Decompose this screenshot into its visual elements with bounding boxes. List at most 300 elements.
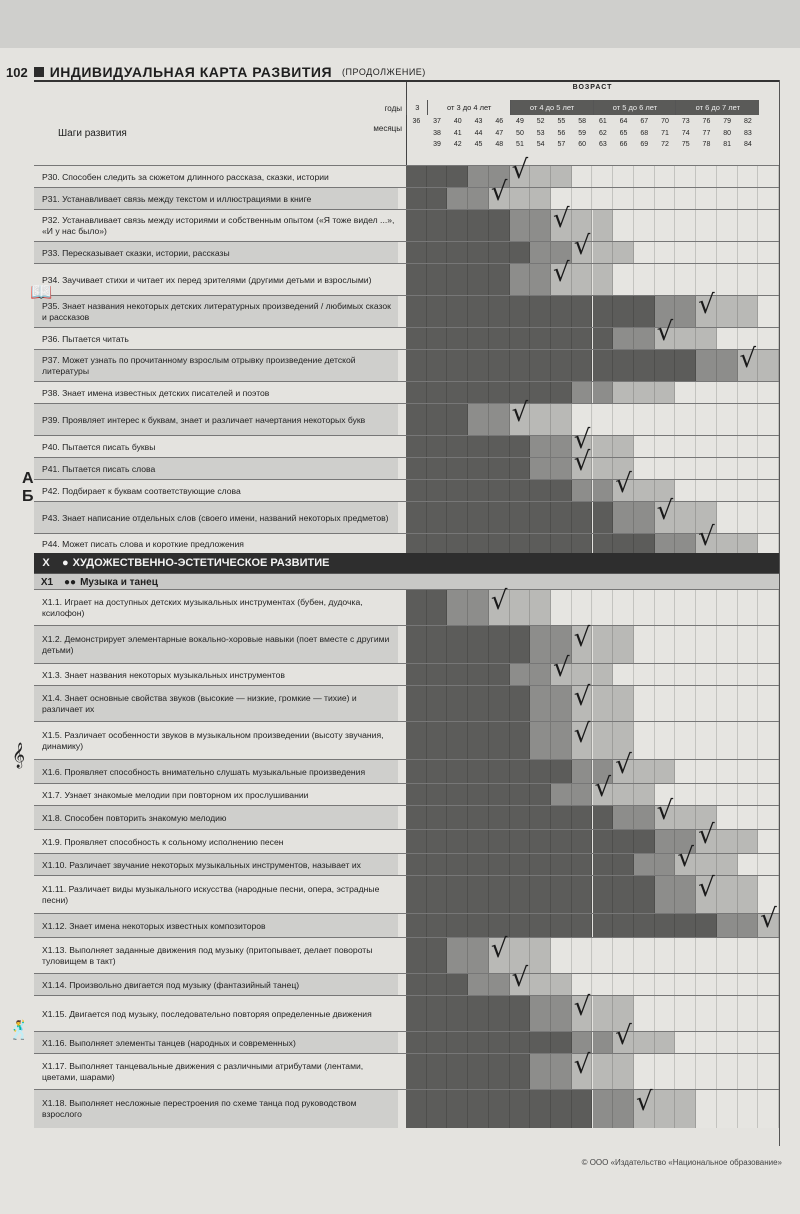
- grid-cell: [489, 1032, 510, 1054]
- checkmark-icon: √: [490, 934, 508, 964]
- grid-cell: [717, 996, 738, 1032]
- grid-cell: [551, 328, 572, 350]
- grid-cell: [489, 1090, 510, 1128]
- grid-cell: [447, 480, 468, 502]
- month-label: 60: [578, 141, 586, 148]
- grid-cell: [717, 188, 738, 210]
- grid-cell: [468, 1032, 489, 1054]
- grid-cell: [634, 166, 655, 188]
- grid-cell: [696, 166, 717, 188]
- row-label: Х1.5. Различает особенности звуков в музыкальном произведении (высоту звучания, динамику): [42, 730, 384, 751]
- table-row: [34, 750, 779, 784]
- grid-cell: [572, 382, 593, 404]
- month-label: 84: [743, 141, 752, 148]
- grid-cell: [468, 296, 489, 328]
- grid-cell: [406, 590, 427, 626]
- grid-cell: [613, 938, 634, 974]
- table-row: [34, 381, 779, 404]
- grid-cell: [593, 242, 614, 264]
- grid-cell: [613, 854, 634, 876]
- grid-cell: [675, 784, 696, 806]
- grid-cell: [551, 876, 572, 914]
- grid-cell: [696, 1032, 717, 1054]
- grid-cell: [530, 686, 551, 722]
- page-subtitle: (ПРОДОЛЖЕНИЕ): [342, 67, 426, 77]
- grid-cell: [510, 296, 531, 328]
- table-row: [34, 875, 779, 914]
- bullet-icon: ●: [62, 557, 69, 569]
- month-label: 76: [702, 118, 711, 125]
- grid-cell: [468, 854, 489, 876]
- month-label: 62: [598, 129, 607, 137]
- grid-cell: [758, 760, 779, 784]
- grid-cell: [447, 1090, 468, 1128]
- grid-cell: [572, 502, 593, 534]
- table-row: [34, 155, 779, 188]
- grid-cell: [551, 830, 572, 854]
- grid-cell: [447, 806, 468, 830]
- grid-cell: [406, 974, 427, 996]
- grid-cell: [530, 1090, 551, 1128]
- grid-cell: [634, 784, 655, 806]
- grid-cell: [427, 350, 448, 382]
- checkmark-icon: √: [739, 344, 757, 374]
- grid-cell: [675, 350, 696, 382]
- grid-cell: [675, 458, 696, 480]
- grid-cell: [530, 502, 551, 534]
- grid-cell: [613, 436, 634, 458]
- month-label: 48: [495, 141, 504, 148]
- grid-cell: [613, 686, 634, 722]
- grid-cell: [675, 938, 696, 974]
- grid-cell: [593, 914, 614, 938]
- month-label: 78: [702, 141, 711, 148]
- grid-cell: [717, 480, 738, 502]
- grid-cell: [634, 328, 655, 350]
- checkmark-icon: √: [698, 820, 715, 850]
- grid-cell: [447, 242, 468, 264]
- row-label: Х1.17. Выполняет танцевальные движения с различными атрибутами (лентами, цветами, шарами): [42, 1061, 364, 1082]
- grid-cell: [489, 876, 510, 914]
- grid-cell: [406, 382, 427, 404]
- grid-cell: [613, 296, 634, 328]
- month-label: 64: [619, 118, 628, 125]
- grid-cell: [510, 436, 531, 458]
- grid-cell: [758, 166, 779, 188]
- month-label: 75: [681, 141, 690, 148]
- grid-cell: [613, 534, 634, 554]
- grid-cell: [696, 664, 717, 686]
- grid-cell: [406, 626, 427, 664]
- grid-cell: [406, 502, 427, 534]
- grid-cell: [634, 350, 655, 382]
- table-row: [34, 625, 779, 664]
- grid-cell: [593, 404, 614, 436]
- grid-cell: [696, 626, 717, 664]
- grid-cell: [427, 590, 448, 626]
- grid-cell: [551, 296, 572, 328]
- grid-cell: [427, 854, 448, 876]
- grid-cell: [447, 458, 468, 480]
- row-cells: [406, 522, 779, 554]
- month-column-16: [738, 116, 759, 151]
- grid-cell: [489, 382, 510, 404]
- grid-cell: [406, 1032, 427, 1054]
- grid-cell: [717, 974, 738, 996]
- month-label: 56: [557, 129, 566, 137]
- grid-cell: [758, 590, 779, 626]
- grid-cell: [675, 404, 696, 436]
- row-cells: [406, 496, 779, 534]
- grid-cell: [717, 830, 738, 854]
- grid-cell: [655, 664, 676, 686]
- footer-copyright: © ООО «Издательство «Национальное образование»: [581, 1158, 782, 1167]
- grid-cell: [406, 296, 427, 328]
- grid-cell: [510, 480, 531, 502]
- grid-cell: [593, 436, 614, 458]
- grid-cell: [447, 876, 468, 914]
- row-cells: [406, 750, 779, 784]
- grid-cell: [447, 626, 468, 664]
- grid-cell: [738, 296, 759, 328]
- table-row: [34, 344, 779, 382]
- grid-cell: [696, 350, 717, 382]
- month-label: 36: [412, 118, 421, 125]
- grid-cell: [551, 350, 572, 382]
- grid-cell: [613, 806, 634, 830]
- grid-cell: [489, 626, 510, 664]
- grid-cell: [489, 328, 510, 350]
- month-label: 79: [723, 118, 732, 125]
- grid-cell: [593, 830, 614, 854]
- grid-cell: [530, 458, 551, 480]
- grid-cell: [427, 938, 448, 974]
- grid-cell: [510, 328, 531, 350]
- grid-cell: [634, 686, 655, 722]
- grid-cell: [468, 806, 489, 830]
- section-header: [34, 553, 779, 573]
- row-cells: [406, 344, 779, 382]
- row-cells: [406, 682, 779, 722]
- grid-cell: [634, 590, 655, 626]
- grid-cell: [717, 854, 738, 876]
- table-row: [34, 682, 779, 722]
- grid-cell: [468, 974, 489, 996]
- grid-cell: [530, 760, 551, 784]
- grid-cell: [447, 722, 468, 760]
- checkmark-icon: √: [490, 586, 508, 616]
- checkmark-icon: √: [573, 623, 591, 653]
- grid-cell: [634, 480, 655, 502]
- month-label: 39: [433, 141, 441, 148]
- grid-cell: [530, 1032, 551, 1054]
- grid-cell: [572, 350, 593, 382]
- grid-cell: [510, 760, 531, 784]
- row-cells: [406, 719, 779, 760]
- row-label: Р30. Способен следить за сюжетом длинного рассказа, сказки, истории: [42, 171, 329, 182]
- table-row: [34, 796, 779, 830]
- grid-cell: [717, 1054, 738, 1090]
- grid-cell: [593, 1054, 614, 1090]
- month-label: 40: [453, 118, 462, 125]
- checkmark-icon: √: [760, 904, 777, 934]
- grid-cell: [447, 436, 468, 458]
- grid-cell: [510, 590, 531, 626]
- dancer-icon: 🕺: [8, 1020, 31, 1040]
- row-cells: [406, 1087, 779, 1128]
- grid-cell: [406, 686, 427, 722]
- grid-cell: [696, 242, 717, 264]
- grid-cell: [530, 1054, 551, 1090]
- month-label: 46: [495, 118, 504, 125]
- grid-cell: [510, 188, 531, 210]
- grid-cell: [696, 1054, 717, 1090]
- page-header: [6, 62, 766, 82]
- grid-cell: [675, 242, 696, 264]
- grid-cell: [634, 296, 655, 328]
- grid-cell: [510, 806, 531, 830]
- row-label: Р38. Знает имена известных детских писателей и поэтов: [42, 387, 270, 398]
- grid-cell: [530, 876, 551, 914]
- grid-cell: [593, 664, 614, 686]
- grid-cell: [717, 1090, 738, 1128]
- grid-cell: [696, 1090, 717, 1128]
- month-label: 52: [536, 118, 545, 125]
- grid-cell: [406, 914, 427, 938]
- grid-cell: [489, 480, 510, 502]
- grid-cell: [427, 480, 448, 502]
- row-cells: [406, 904, 779, 938]
- grid-cell: [427, 502, 448, 534]
- grid-cell: [717, 760, 738, 784]
- month-column-14: [696, 116, 717, 151]
- grid-cell: [406, 784, 427, 806]
- grid-cell: [696, 938, 717, 974]
- grid-cell: [738, 1090, 759, 1128]
- grid-cell: [427, 188, 448, 210]
- grid-cell: [530, 938, 551, 974]
- grid-cell: [675, 436, 696, 458]
- grid-cell: [510, 210, 531, 242]
- grid-cell: [717, 626, 738, 664]
- grid-cell: [758, 1054, 779, 1090]
- row-cells: [406, 963, 779, 996]
- section-code: Х: [42, 557, 50, 569]
- checkmark-icon: √: [656, 317, 674, 347]
- row-cells: [406, 231, 779, 264]
- grid-cell: [468, 1090, 489, 1128]
- grid-cell: [675, 296, 696, 328]
- checkmark-icon: √: [698, 522, 715, 552]
- grid-cell: [655, 534, 676, 554]
- section-square-icon: [34, 67, 44, 77]
- grid-cell: [758, 350, 779, 382]
- grid-cell: [551, 938, 572, 974]
- grid-cell: [634, 722, 655, 760]
- checkmark-icon: √: [511, 398, 529, 428]
- month-label: 71: [661, 129, 669, 137]
- grid-cell: [738, 502, 759, 534]
- grid-cell: [551, 436, 572, 458]
- row-cells: [406, 382, 779, 404]
- grid-cell: [489, 210, 510, 242]
- month-label: 67: [640, 118, 649, 125]
- row-cells: [406, 843, 779, 876]
- grid-cell: [427, 686, 448, 722]
- grid-cell: [593, 350, 614, 382]
- checkmark-icon: √: [573, 1050, 591, 1080]
- grid-cell: [738, 996, 759, 1032]
- row-cells: [406, 258, 779, 296]
- grid-cell: [489, 996, 510, 1032]
- grid-cell: [551, 996, 572, 1032]
- grid-cell: [530, 382, 551, 404]
- grid-cell: [738, 626, 759, 664]
- table-row: [34, 843, 779, 876]
- grid-cell: [406, 328, 427, 350]
- grid-cell: [593, 1032, 614, 1054]
- grid-cell: [717, 382, 738, 404]
- grid-cell: [675, 382, 696, 404]
- grid-cell: [758, 502, 779, 534]
- grid-cell: [447, 210, 468, 242]
- grid-cell: [447, 534, 468, 554]
- row-label: Р33. Пересказывает сказки, истории, рассказы: [34, 242, 398, 264]
- grid-cell: [655, 1090, 676, 1128]
- table-row: [34, 231, 779, 264]
- grid-cell: [758, 996, 779, 1032]
- grid-cell: [696, 686, 717, 722]
- grid-cell: [675, 480, 696, 502]
- grid-cell: [738, 404, 759, 436]
- row-label: Р44. Может писать слова и короткие предложения: [42, 538, 244, 549]
- grid-cell: [406, 166, 427, 188]
- grid-cell: [593, 328, 614, 350]
- grid-cell: [572, 938, 593, 974]
- grid-cell: [447, 830, 468, 854]
- age-group-0: 3: [406, 100, 428, 115]
- grid-cell: [489, 242, 510, 264]
- grid-cell: [738, 722, 759, 760]
- month-label: 73: [681, 118, 690, 125]
- grid-cell: [758, 938, 779, 974]
- grid-cell: [572, 760, 593, 784]
- grid-cell: [758, 686, 779, 722]
- grid-cell: [468, 876, 489, 914]
- grid-cell: [572, 328, 593, 350]
- grid-cell: [572, 854, 593, 876]
- row-label: Х1.6. Проявляет способность внимательно слушать музыкальные произведения: [34, 760, 398, 784]
- grid-cell: [758, 664, 779, 686]
- checkmark-icon: √: [573, 682, 591, 712]
- grid-cell: [447, 166, 468, 188]
- grid-cell: [427, 404, 448, 436]
- grid-cell: [675, 996, 696, 1032]
- grid-cell: [406, 854, 427, 876]
- grid-cell: [696, 328, 717, 350]
- row-cells: [406, 586, 779, 626]
- grid-cell: [738, 760, 759, 784]
- grid-cell: [530, 242, 551, 264]
- checkmark-icon: √: [656, 496, 674, 526]
- grid-cell: [655, 188, 676, 210]
- grid-cell: [696, 722, 717, 760]
- month-label: 68: [640, 129, 649, 137]
- grid-cell: [572, 876, 593, 914]
- month-label: 38: [433, 129, 441, 137]
- grid-cell: [675, 626, 696, 664]
- row-label: Х1.18. Выполняет несложные перестроения по схеме танца под руководством взрослого: [34, 1090, 398, 1128]
- grid-cell: [738, 458, 759, 480]
- grid-cell: [738, 188, 759, 210]
- grid-cell: [447, 664, 468, 686]
- grid-cell: [675, 664, 696, 686]
- grid-cell: [675, 1090, 696, 1128]
- grid-cell: [447, 1054, 468, 1090]
- grid-cell: [427, 996, 448, 1032]
- grid-cell: [593, 626, 614, 664]
- grid-cell: [655, 1054, 676, 1090]
- grid-cell: [551, 480, 572, 502]
- table-row: [34, 820, 779, 854]
- grid-cell: [572, 590, 593, 626]
- grid-cell: [717, 296, 738, 328]
- grid-cell: [613, 830, 634, 854]
- grid-cell: [717, 914, 738, 938]
- months-label: месяцы: [373, 124, 402, 133]
- table-row: [34, 934, 779, 974]
- grid-cell: [468, 404, 489, 436]
- grid-cell: [696, 382, 717, 404]
- grid-cell: [427, 830, 448, 854]
- month-label: 43: [474, 118, 483, 125]
- grid-cell: [613, 1054, 634, 1090]
- grid-cell: [447, 996, 468, 1032]
- subsection-title: Музыка и танец: [80, 576, 158, 588]
- checkmark-icon: √: [511, 963, 529, 993]
- row-cells: [406, 317, 779, 350]
- row-label: Х1.7. Узнает знакомые мелодии при повторном их прослушивании: [42, 789, 309, 800]
- grid-cell: [468, 534, 489, 554]
- row-label: Р35. Знает названия некоторых детских литературных произведений / любимых сказок и рассказов: [34, 296, 398, 328]
- grid-cell: [758, 296, 779, 328]
- grid-cell: [468, 458, 489, 480]
- grid-cell: [551, 1090, 572, 1128]
- grid-cell: [551, 1032, 572, 1054]
- grid-cell: [489, 1054, 510, 1090]
- grid-cell: [530, 534, 551, 554]
- table-row: [34, 177, 779, 210]
- grid-cell: [530, 722, 551, 760]
- row-label: Р41. Пытается писать слова: [34, 458, 398, 480]
- grid-cell: [655, 436, 676, 458]
- grid-cell: [510, 722, 531, 760]
- row-label: Р32. Устанавливает связь между историями и собственным опытом («Я тоже видел ...», «И у нас было»): [42, 215, 395, 236]
- grid-cell: [427, 264, 448, 296]
- table-row: [34, 963, 779, 996]
- checkmark-icon: √: [553, 653, 570, 683]
- grid-cell: [675, 760, 696, 784]
- grid-cell: [696, 784, 717, 806]
- month-label: 65: [619, 129, 628, 137]
- grid-cell: [551, 686, 572, 722]
- grid-cell: [593, 806, 614, 830]
- month-label: 59: [578, 129, 586, 137]
- grid-cell: [427, 382, 448, 404]
- grid-cell: [675, 264, 696, 296]
- grid-cell: [655, 686, 676, 722]
- grid-cell: [427, 166, 448, 188]
